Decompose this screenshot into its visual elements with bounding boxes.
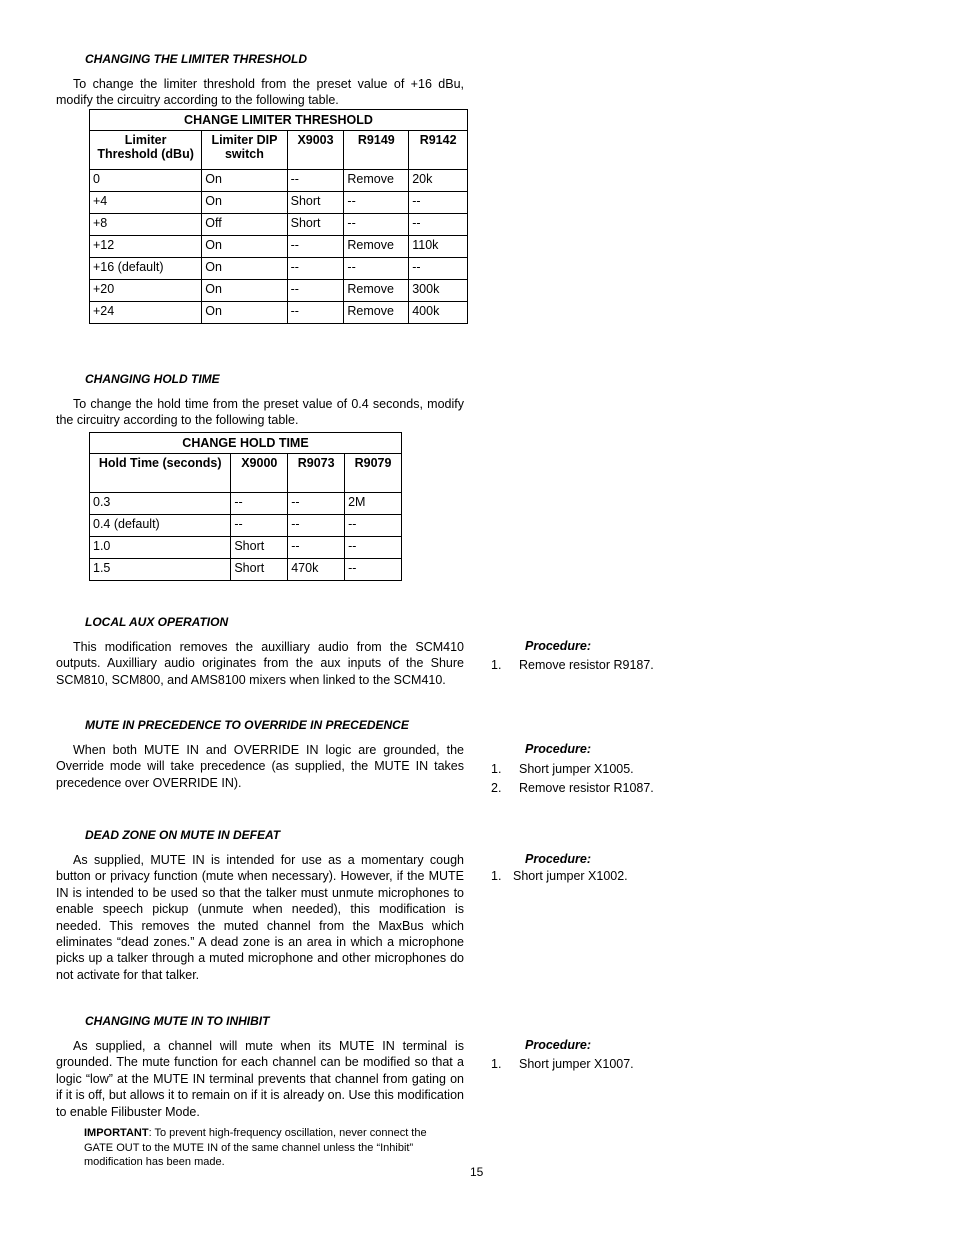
mute-prec-step-1 (491, 762, 634, 776)
dead-zone-text-body: As supplied, MUTE IN is intended for use as a momentary cough button or privacy function (mute when necessary). However, if the MUTE IN is intended to be used so that the talker must unmute microphones to enable speech pickup (unmute when needed), this modification is needed. This removes the muted channel from the MaxBus which eliminates “dead zones.” A dead zone is an area in which a microphone picks up a talker through a muted microphone and other microphones do not activate for that talker. (56, 853, 464, 982)
inhibit-step-1 (491, 1057, 634, 1071)
important-text: : To prevent high-frequency oscillation, never connect the GATE OUT to the MUTE IN of the same channel unless the “Inhibit” modification has been made. (84, 1127, 427, 1168)
table-cell: Short (231, 537, 288, 559)
step-text: Short jumper X1005. (519, 762, 634, 776)
limiter-table-header-row (90, 131, 468, 170)
table-cell: Short (231, 559, 288, 581)
table-row (90, 493, 402, 515)
step-text: Remove resistor R1087. (519, 781, 654, 795)
table-cell: 300k (409, 280, 468, 302)
table-cell: 110k (409, 236, 468, 258)
table-cell: -- (231, 515, 288, 537)
important-note (84, 1126, 434, 1170)
table-row (90, 214, 468, 236)
step-number: 1. (491, 762, 502, 776)
step-text: Short jumper X1002. (513, 869, 628, 883)
table-cell: -- (287, 258, 344, 280)
limiter-table-caption: CHANGE LIMITER THRESHOLD (90, 110, 468, 131)
limiter-table (89, 109, 468, 324)
hold-table-header-row (90, 454, 402, 493)
table-cell: Remove (344, 302, 409, 324)
table-cell: -- (288, 493, 345, 515)
table-cell: On (202, 192, 287, 214)
mute-prec-step-2 (491, 781, 654, 795)
table-row (90, 559, 402, 581)
mute-prec-text-body: When both MUTE IN and OVERRIDE IN logic are grounded, the Override mode will take precedence (as supplied, the MUTE IN takes precedence over OVERRIDE IN). (56, 743, 464, 790)
inhibit-procedure-label: Procedure: (525, 1038, 591, 1052)
limiter-heading: CHANGING THE LIMITER THRESHOLD (85, 52, 307, 66)
step-text: Short jumper X1007. (519, 1057, 634, 1071)
table-cell: +24 (90, 302, 202, 324)
local-aux-text-body: This modification removes the auxilliary audio from the SCM410 outputs. Auxilliary audio originates from the aux inputs of the Shure SCM810, SCM800, and AMS8100 mixers when linked to the SCM410. (56, 640, 464, 687)
limiter-col-r9149: R9149 (344, 131, 409, 170)
limiter-col-threshold: Limiter Threshold (dBu) (90, 131, 202, 170)
limiter-col-x9003: X9003 (287, 131, 344, 170)
mute-prec-heading: MUTE IN PRECEDENCE TO OVERRIDE IN PRECEDENCE (85, 718, 409, 732)
step-number: 2. (491, 781, 502, 795)
hold-table (89, 432, 402, 581)
limiter-table-body (90, 170, 468, 324)
table-cell: Off (202, 214, 287, 236)
step-text: Remove resistor R9187. (519, 658, 654, 672)
table-cell: -- (409, 258, 468, 280)
hold-col-r9073: R9073 (288, 454, 345, 493)
mute-prec-procedure-label: Procedure: (525, 742, 591, 756)
hold-intro-text: To change the hold time from the preset value of 0.4 seconds, modify the circuitry according to the following table. (56, 397, 464, 428)
table-cell: On (202, 236, 287, 258)
dead-zone-heading: DEAD ZONE ON MUTE IN DEFEAT (85, 828, 281, 842)
mute-prec-text (56, 742, 464, 791)
table-cell: 470k (288, 559, 345, 581)
table-cell: +8 (90, 214, 202, 236)
limiter-intro (56, 76, 464, 109)
limiter-col-r9142: R9142 (409, 131, 468, 170)
inhibit-text (56, 1038, 464, 1120)
table-cell: -- (409, 214, 468, 236)
inhibit-heading: CHANGING MUTE IN TO INHIBIT (85, 1014, 270, 1028)
hold-col-r9079: R9079 (345, 454, 402, 493)
step-number: 1. (491, 658, 502, 672)
table-cell: On (202, 170, 287, 192)
step-number: 1. (491, 869, 502, 883)
dead-zone-procedure-label: Procedure: (525, 852, 591, 866)
table-cell: 0.4 (default) (90, 515, 231, 537)
table-cell: +4 (90, 192, 202, 214)
table-cell: Remove (344, 236, 409, 258)
table-cell: -- (345, 537, 402, 559)
hold-heading: CHANGING HOLD TIME (85, 372, 220, 386)
table-cell: -- (287, 302, 344, 324)
table-cell: 1.5 (90, 559, 231, 581)
table-cell: -- (344, 258, 409, 280)
table-cell: -- (288, 515, 345, 537)
hold-table-caption: CHANGE HOLD TIME (90, 433, 402, 454)
step-number: 1. (491, 1057, 502, 1071)
table-row (90, 192, 468, 214)
table-cell: -- (287, 280, 344, 302)
table-row (90, 537, 402, 559)
local-aux-procedure-label: Procedure: (525, 639, 591, 653)
page-number: 15 (470, 1165, 484, 1179)
table-cell: 1.0 (90, 537, 231, 559)
limiter-intro-text: To change the limiter threshold from the preset value of +16 dBu, modify the circuitry according to the following table. (56, 77, 464, 108)
table-cell: On (202, 258, 287, 280)
hold-col-time: Hold Time (seconds) (90, 454, 231, 493)
table-cell: 0.3 (90, 493, 231, 515)
table-cell: Remove (344, 170, 409, 192)
table-row (90, 236, 468, 258)
table-cell: -- (345, 559, 402, 581)
limiter-col-dip: Limiter DIP switch (202, 131, 287, 170)
table-cell: -- (344, 214, 409, 236)
table-cell: Short (287, 192, 344, 214)
hold-col-x9000: X9000 (231, 454, 288, 493)
table-cell: -- (287, 170, 344, 192)
table-cell: -- (344, 192, 409, 214)
table-row (90, 280, 468, 302)
local-aux-text (56, 639, 464, 688)
hold-table-body (90, 493, 402, 581)
table-cell: Remove (344, 280, 409, 302)
table-cell: -- (287, 236, 344, 258)
table-cell: +16 (default) (90, 258, 202, 280)
table-row (90, 302, 468, 324)
local-aux-step-1 (491, 658, 654, 672)
table-cell: -- (345, 515, 402, 537)
table-cell: On (202, 280, 287, 302)
table-cell: 0 (90, 170, 202, 192)
table-row (90, 170, 468, 192)
table-cell: On (202, 302, 287, 324)
important-label: IMPORTANT (84, 1127, 149, 1139)
table-cell: +20 (90, 280, 202, 302)
inhibit-text-body: As supplied, a channel will mute when its MUTE IN terminal is grounded. The mute function for each channel can be modified so that a logic “low” at the MUTE IN terminal prevents that channel from gating on if it is off, but allows it to remain on if it is already on. Use this modification to enable Filibuster Mode. (56, 1039, 464, 1119)
hold-intro (56, 396, 464, 429)
table-cell: 2M (345, 493, 402, 515)
local-aux-heading: LOCAL AUX OPERATION (85, 615, 229, 629)
table-cell: 400k (409, 302, 468, 324)
table-row (90, 515, 402, 537)
dead-zone-text (56, 852, 464, 983)
table-cell: -- (288, 537, 345, 559)
table-cell: +12 (90, 236, 202, 258)
table-cell: Short (287, 214, 344, 236)
table-row (90, 258, 468, 280)
table-cell: -- (231, 493, 288, 515)
table-cell: -- (409, 192, 468, 214)
table-cell: 20k (409, 170, 468, 192)
dead-zone-step-1 (491, 869, 628, 883)
